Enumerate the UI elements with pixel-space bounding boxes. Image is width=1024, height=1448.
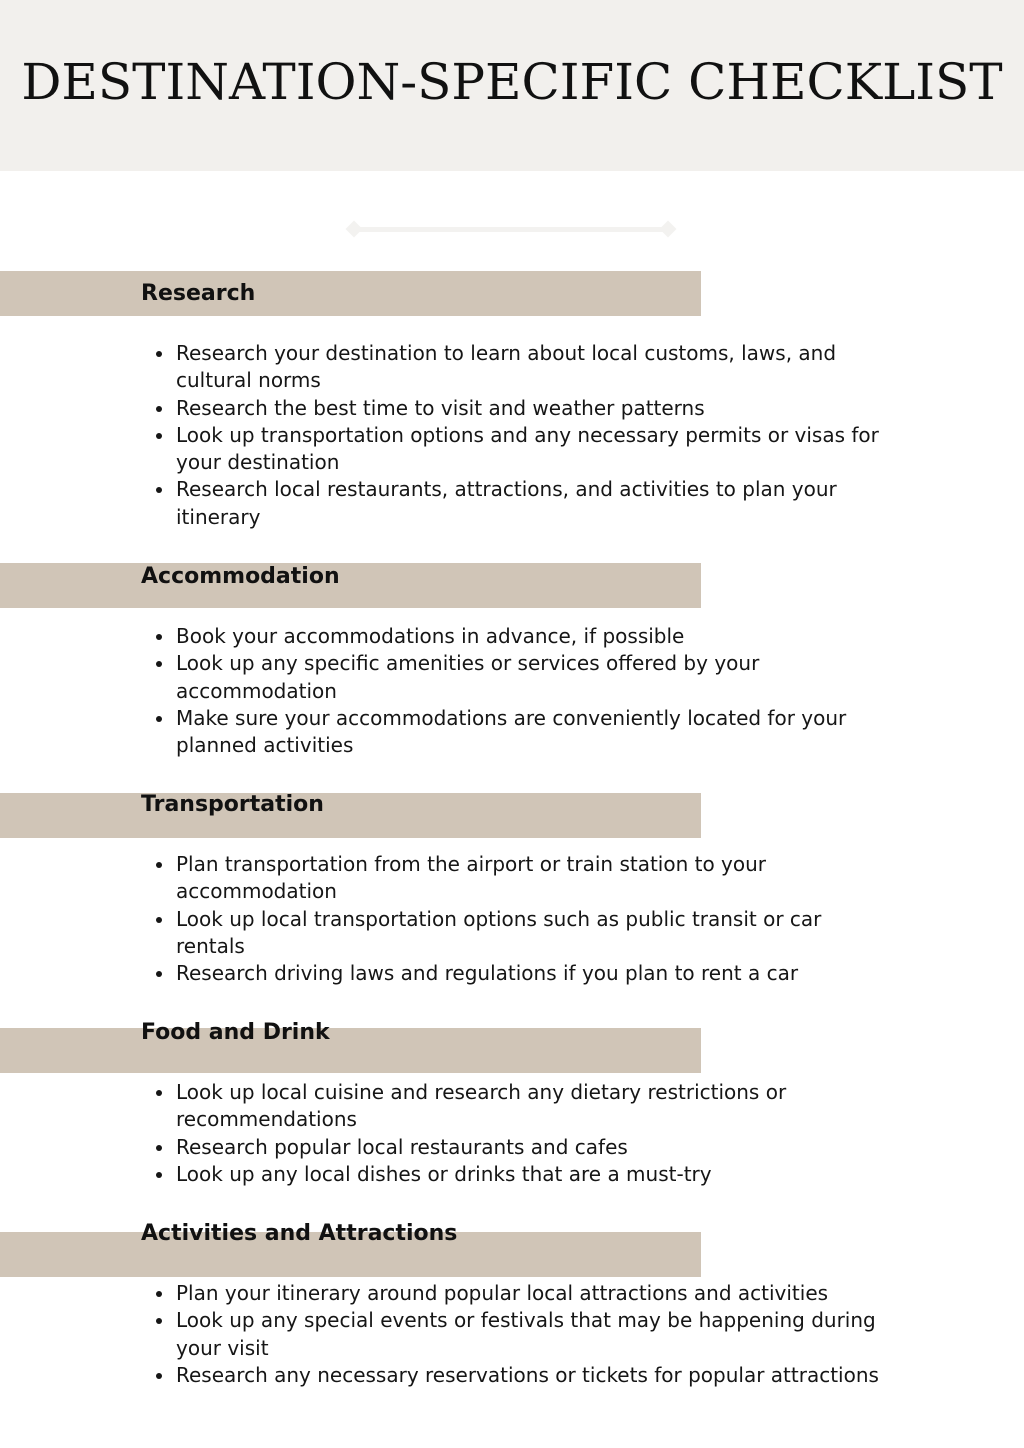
list-item: Look up transportation options and any necessary permits or visas for your destination xyxy=(176,422,896,477)
decorative-divider xyxy=(356,227,666,232)
checklist xyxy=(176,340,896,531)
list-item: Plan transportation from the airport or train station to your accommodation xyxy=(176,851,896,906)
list-item: Look up any specific amenities or services offered by your accommodation xyxy=(176,650,896,705)
section-heading: Accommodation xyxy=(141,564,340,589)
list-item: Research popular local restaurants and cafes xyxy=(176,1134,896,1161)
list-item: Research any necessary reservations or tickets for popular attractions xyxy=(176,1362,896,1389)
divider-left-diamond xyxy=(346,221,363,238)
checklist xyxy=(176,1079,896,1188)
checklist xyxy=(176,851,896,987)
list-item: Look up local transportation options such as public transit or car rentals xyxy=(176,906,896,961)
list-item: Research local restaurants, attractions, and activities to plan your itinerary xyxy=(176,476,896,531)
section-band xyxy=(0,793,701,838)
list-item: Research the best time to visit and weather patterns xyxy=(176,395,896,422)
checklist xyxy=(176,623,896,759)
checklist xyxy=(176,1280,896,1389)
divider-right-diamond xyxy=(660,221,677,238)
section-heading: Research xyxy=(141,281,256,306)
list-item: Plan your itinerary around popular local attractions and activities xyxy=(176,1280,896,1307)
section-band xyxy=(0,271,701,316)
page-title: DESTINATION-SPECIFIC CHECKLIST xyxy=(21,53,1003,111)
section-band xyxy=(0,1028,701,1073)
section-band xyxy=(0,563,701,608)
list-item: Make sure your accommodations are conveniently located for your planned activities xyxy=(176,705,896,760)
list-item: Research driving laws and regulations if you plan to rent a car xyxy=(176,960,896,987)
list-item: Book your accommodations in advance, if possible xyxy=(176,623,896,650)
list-item: Research your destination to learn about local customs, laws, and cultural norms xyxy=(176,340,896,395)
list-item: Look up local cuisine and research any dietary restrictions or recommendations xyxy=(176,1079,896,1134)
list-item: Look up any local dishes or drinks that are a must-try xyxy=(176,1161,896,1188)
section-heading: Transportation xyxy=(141,792,324,817)
section-heading: Food and Drink xyxy=(141,1020,330,1045)
section-heading: Activities and Attractions xyxy=(141,1221,458,1246)
header-banner xyxy=(0,0,1024,171)
list-item: Look up any special events or festivals that may be happening during your visit xyxy=(176,1307,896,1362)
